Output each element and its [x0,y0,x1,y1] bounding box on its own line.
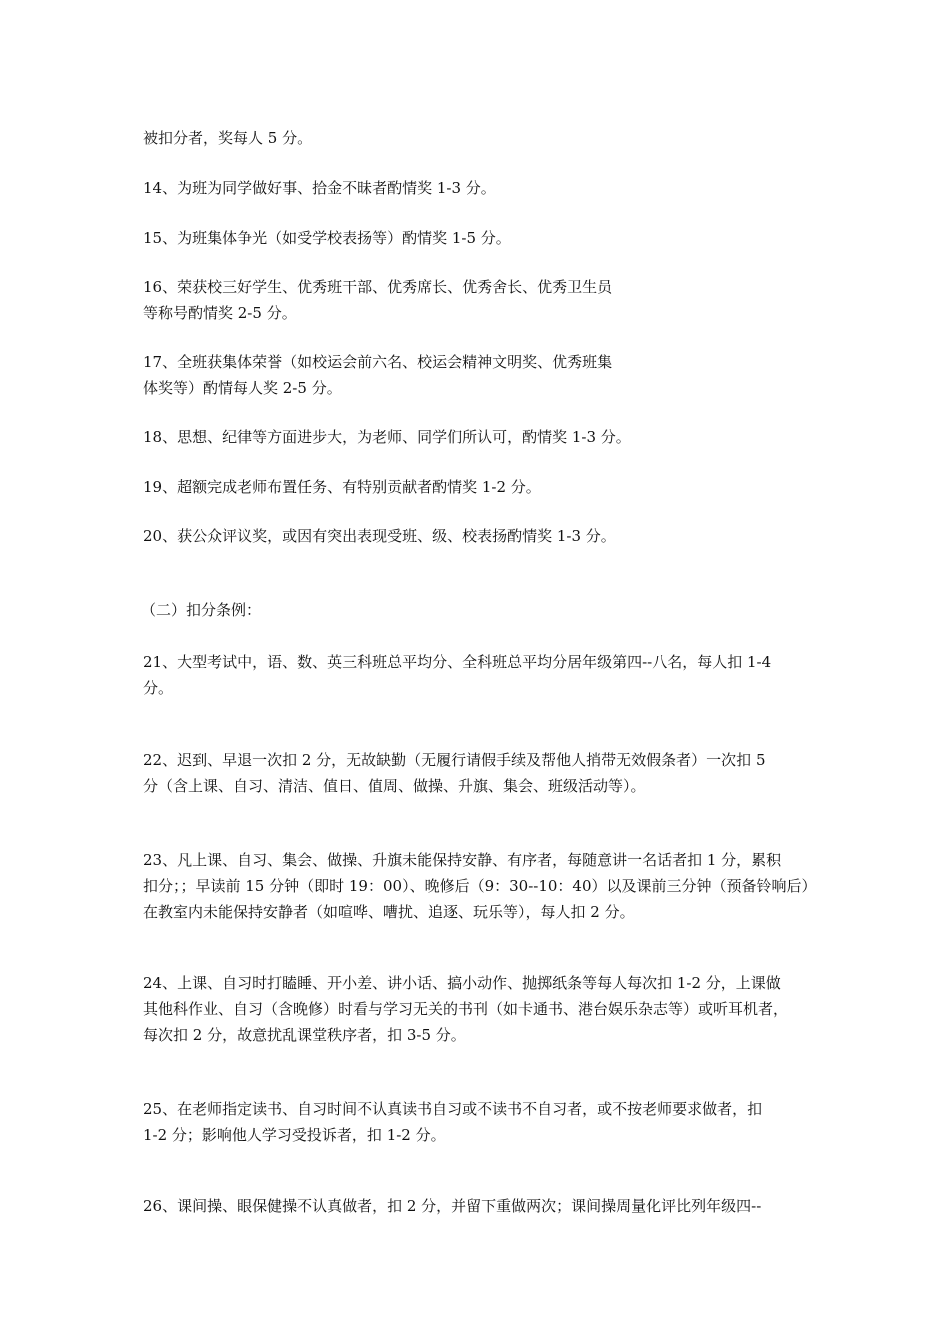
text-line: 15、为班集体争光（如受学校表扬等）酌情奖 1-5 分。 [143,229,511,247]
section-heading [141,597,813,623]
text-line: 体奖等）酌情每人奖 2-5 分。 [143,379,342,397]
text-line: 17、全班获集体荣誉（如校运会前六名、校运会精神文明奖、优秀班集 [143,353,613,371]
text-line: 18、思想、纪律等方面进步大，为老师、同学们所认可，酌情奖 1-3 分。 [143,428,631,446]
text-line: 在教室内未能保持安静者（如喧哗、嘈扰、追逐、玩乐等），每人扣 2 分。 [143,903,635,921]
paragraph-13-continuation [143,125,815,151]
text-line: 16、荣获校三好学生、优秀班干部、优秀席长、优秀舍长、优秀卫生员 [143,278,613,296]
paragraph-20 [143,523,815,549]
paragraph-14 [143,175,815,201]
text-line: 每次扣 2 分，故意扰乱课堂秩序者，扣 3-5 分。 [143,1026,466,1044]
text-line: 24、上课、自习时打瞌睡、开小差、讲小话、搞小动作、抛掷纸条等每人每次扣 1-2 分，上课做 [143,974,781,992]
paragraph-15 [143,225,815,251]
text-line: 21、大型考试中，语、数、英三科班总平均分、全科班总平均分居年级第四--八名，每人扣 1-4 [143,653,772,671]
text-line: 1-2 分；影响他人学习受投诉者，扣 1-2 分。 [143,1126,446,1144]
text-line: 扣分；；早读前 15 分钟（即时 19：00）、晚修后（9：30--10：40）以及课前三分钟（预备铃响后） [143,877,817,895]
text-line: 14、为班为同学做好事、拾金不昧者酌情奖 1-3 分。 [143,179,496,197]
text-line: 分（含上课、自习、清洁、值日、值周、做操、升旗、集会、班级活动等）。 [143,777,646,795]
text-line: 其他科作业、自习（含晚修）时看与学习无关的书刊（如卡通书、港台娱乐杂志等）或听耳机者， [143,1000,789,1018]
text-line: （二）扣分条例： [141,601,262,619]
text-line: 23、凡上课、自习、集会、做操、升旗未能保持安静、有序者，每随意讲一名话者扣 1 分，累积 [143,851,782,869]
text-line: 19、超额完成老师布置任务、有特别贡献者酌情奖 1-2 分。 [143,478,541,496]
paragraph-16 [143,274,815,326]
text-line: 分。 [143,679,174,697]
paragraph-18 [143,424,815,450]
paragraph-23 [143,847,815,925]
text-line: 25、在老师指定读书、自习时间不认真读书自习或不读书不自习者，或不按老师要求做者，扣 [143,1100,763,1118]
text-line: 等称号酌情奖 2-5 分。 [143,304,297,322]
text-line: 20、获公众评议奖，或因有突出表现受班、级、校表扬酌情奖 1-3 分。 [143,527,616,545]
text-line: 22、迟到、早退一次扣 2 分，无故缺勤（无履行请假手续及帮他人捎带无效假条者）一次扣 5 [143,751,766,769]
paragraph-24 [143,970,815,1048]
text-line: 被扣分者，奖每人 5 分。 [143,129,313,147]
paragraph-21 [143,649,815,701]
paragraph-22 [143,747,815,799]
text-line: 26、课间操、眼保健操不认真做者，扣 2 分，并留下重做两次；课间操周量化评比列年级四-- [143,1197,762,1215]
paragraph-26 [143,1193,815,1219]
paragraph-25 [143,1096,815,1148]
paragraph-17 [143,349,815,401]
paragraph-19 [143,474,815,500]
